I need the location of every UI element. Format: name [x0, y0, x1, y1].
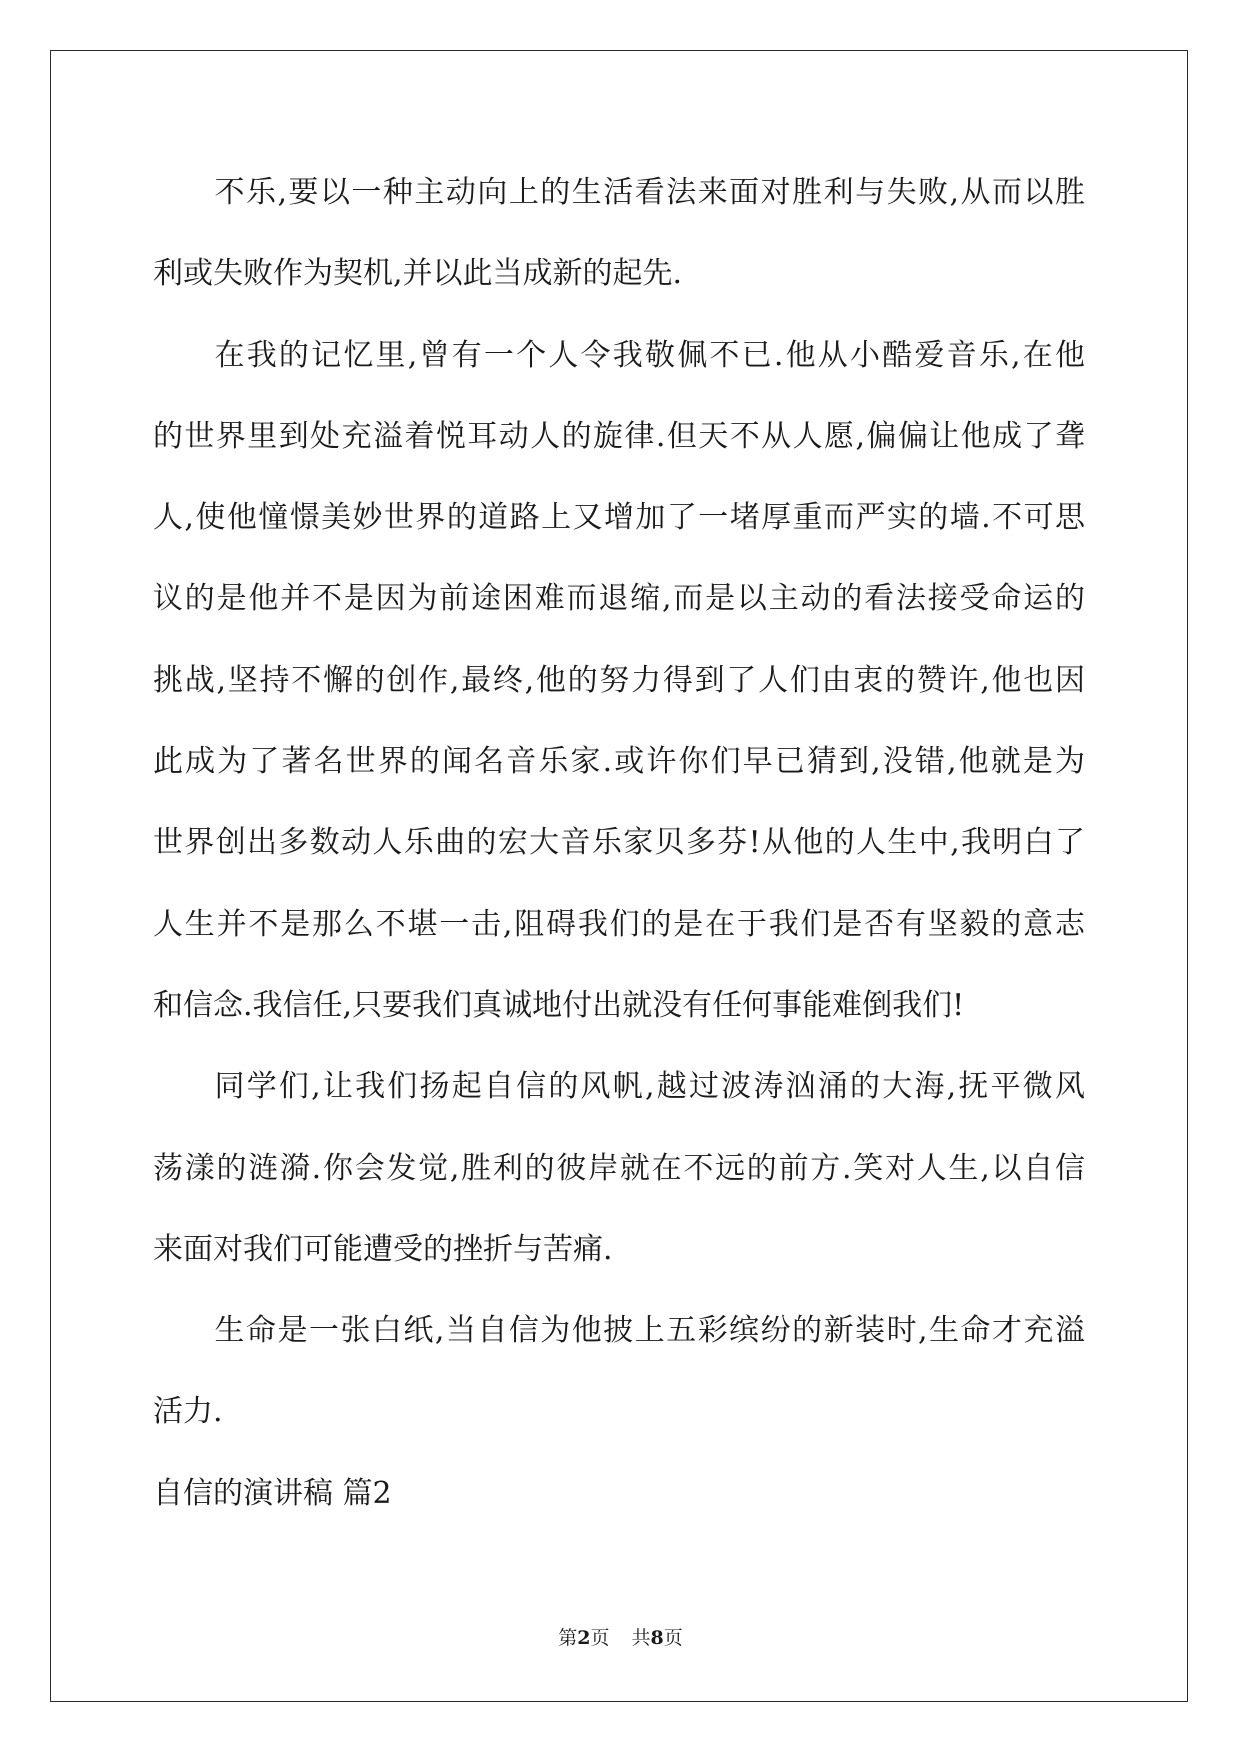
text-line: 生命是一张白纸,当自信为他披上五彩缤纷的新装时,生命才充溢	[214, 1313, 1085, 1349]
document-body	[153, 152, 1085, 1534]
text-line: 世界创出多数动人乐曲的宏大音乐家贝多芬!从他的人生中,我明白了	[153, 825, 1085, 861]
text-line: 来面对我们可能遭受的挫折与苦痛.	[153, 1231, 613, 1267]
total-suffix: 页	[663, 1627, 683, 1649]
text-line: 利或失败作为契机,并以此当成新的起先.	[153, 256, 683, 292]
page-suffix: 页	[590, 1627, 610, 1649]
page-footer	[0, 1626, 1241, 1650]
text-line: 挑战,坚持不懈的创作,最终,他的努力得到了人们由衷的赞许,他也因	[153, 662, 1085, 698]
paragraph	[153, 1046, 1085, 1290]
text-line: 人生并不是那么不堪一击,阻碍我们的是在于我们是否有坚毅的意志	[153, 906, 1085, 942]
text-line: 在我的记忆里,曾有一个人令我敬佩不已.他从小酷爱音乐,在他	[214, 337, 1085, 373]
paragraph	[153, 315, 1085, 1047]
text-line: 人,使他憧憬美妙世界的道路上又增加了一堵厚重而严实的墙.不可思	[153, 500, 1085, 536]
page-prefix: 第	[558, 1627, 578, 1649]
total-prefix: 共	[631, 1627, 651, 1649]
current-page-number: 2	[577, 1627, 591, 1649]
text-line: 此成为了著名世界的闻名音乐家.或许你们早已猜到,没错,他就是为	[153, 744, 1085, 780]
paragraph	[153, 152, 1085, 315]
text-line: 同学们,让我们扬起自信的风帆,越过波涛汹涌的大海,抚平微风	[214, 1069, 1085, 1105]
total-pages-number: 8	[650, 1627, 664, 1649]
section-heading: 自信的演讲稿 篇2	[153, 1475, 392, 1511]
text-line: 活力.	[153, 1394, 223, 1430]
text-line: 议的是他并不是因为前途困难而退缩,而是以主动的看法接受命运的	[153, 581, 1085, 617]
paragraph	[153, 1290, 1085, 1453]
text-line: 的世界里到处充溢着悦耳动人的旋律.但天不从人愿,偏偏让他成了聋	[153, 418, 1085, 454]
text-line: 荡漾的涟漪.你会发觉,胜利的彼岸就在不远的前方.笑对人生,以自信	[153, 1150, 1085, 1186]
text-line: 不乐,要以一种主动向上的生活看法来面对胜利与失败,从而以胜	[214, 175, 1085, 210]
text-line: 和信念.我信任,只要我们真诚地付出就没有任何事能难倒我们!	[153, 987, 965, 1023]
